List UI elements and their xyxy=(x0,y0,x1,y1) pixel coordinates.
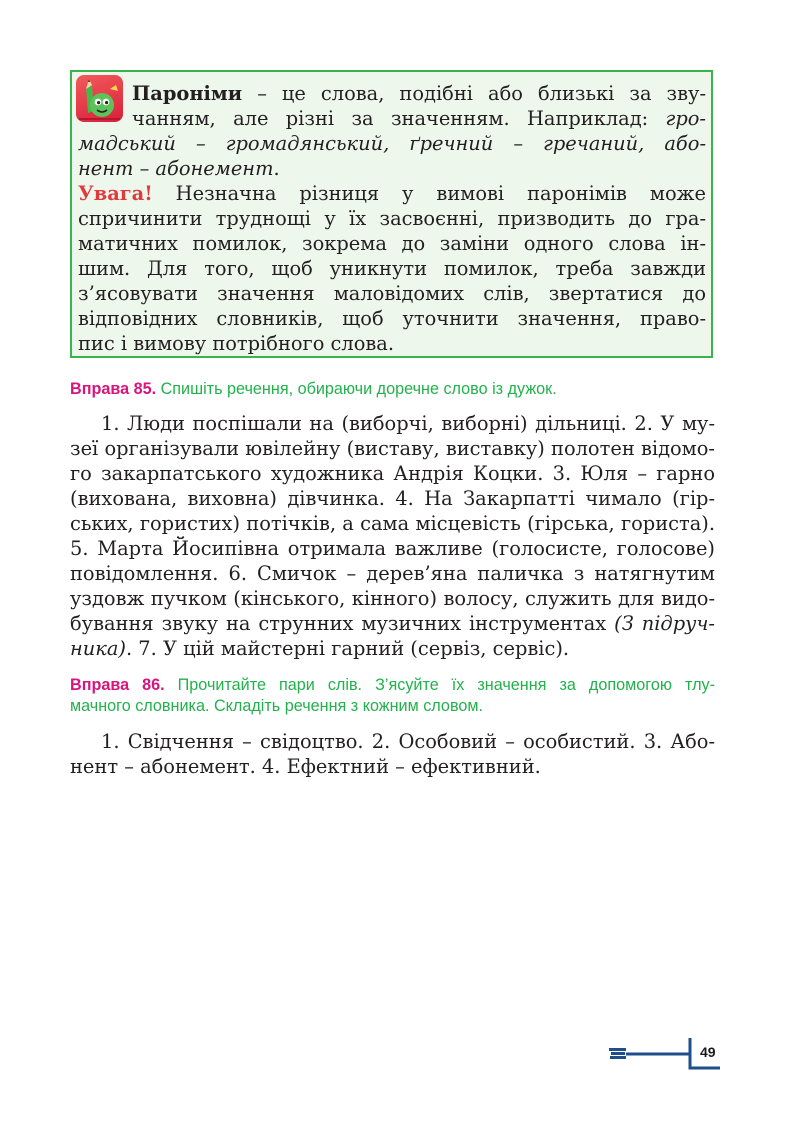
rule-line-1-text: – це слова, подібні або близькі за зву- xyxy=(242,82,706,105)
exercise-86-heading xyxy=(70,675,715,696)
rule-line-6: спричинити труднощі у їх засвоєнні, призводить до гра- xyxy=(78,207,706,230)
exercise-85-instruction: Спишіть речення, обираючи доречне слово із дужок. xyxy=(156,380,557,398)
rule-line-2 xyxy=(132,106,706,131)
exercise-85-line-6: 5. Марта Йосипівна отримала важливе (голосисте, голосове) xyxy=(70,537,715,560)
exercise-86-label: Вправа 86. xyxy=(70,676,165,694)
page-number: 49 xyxy=(700,1044,716,1060)
rule-term: Пароніми xyxy=(132,82,243,105)
rule-line-7: матичних помилок, зокрема до заміни одного слова ін- xyxy=(78,232,706,255)
rule-line-2-text: чанням, але різні за значенням. Наприклад: xyxy=(132,107,666,130)
exercise-86-instruction: Прочитайте пари слів. З’ясуйте їх значення за допомогою тлу- xyxy=(164,676,715,694)
rule-line-5-text: Незначна різниця у вимові паронімів може xyxy=(152,182,706,205)
attention-label: Увага! xyxy=(78,182,153,205)
exercise-85-line-9 xyxy=(70,611,715,636)
rule-line-3: мадський – громадянський, ґречний – гречаний, або- xyxy=(78,132,706,155)
rule-line-11: пис і вимову потрібного слова. xyxy=(78,332,395,355)
exercise-85-heading xyxy=(70,379,557,400)
rule-line-1 xyxy=(132,81,706,106)
pencil-character-icon xyxy=(76,75,123,122)
rule-line-5 xyxy=(78,181,706,206)
rule-line-8: шим. Для того, щоб уникнути помилок, треба завжди xyxy=(78,257,706,280)
exercise-85-line-7: повідомлення. 6. Смичок – дерев’яна паличка з натягнутим xyxy=(70,562,715,585)
rule-line-2-example: гро- xyxy=(665,107,706,130)
exercise-85-source: (З підруч- xyxy=(614,612,715,635)
exercise-85-line-10-text: . 7. У цій майстерні гарний (сервіз, сервіс). xyxy=(125,637,570,660)
exercise-86-line-2: нент – абонемент. 4. Ефектний – ефективний. xyxy=(70,755,541,778)
exercise-85-line-9-text: бування звуку на струнних музичних інструментах xyxy=(70,612,615,635)
exercise-85-line-1: 1. Люди поспішали на (виборчі, виборні) дільниці. 2. У му- xyxy=(101,412,715,435)
exercise-86-instruction-line-2: мачного словника. Складіть речення з кожним словом. xyxy=(70,697,483,715)
exercise-85-source-end: ника) xyxy=(70,637,126,660)
exercise-85-line-8: уздовж пучком (кінського, кінного) волосу, служить для видо- xyxy=(70,587,715,610)
exercise-85-label: Вправа 85. xyxy=(70,380,157,398)
exercise-86-line-1: 1. Свідчення – свідоцтво. 2. Особовий – особистий. 3. Або- xyxy=(101,730,715,753)
rule-line-4-text: . xyxy=(273,157,280,180)
exercise-85-line-4: (вихована, виховна) дівчинка. 4. На Закарпатті чимало (гір- xyxy=(70,487,715,510)
rule-line-4-example: нент – абонемент xyxy=(78,157,274,180)
rule-line-9: з’ясовувати значення маловідомих слів, звертатися до xyxy=(78,282,706,305)
exercise-85-line-3: го закарпатського художника Андрія Коцки. 3. Юля – гарно xyxy=(70,462,715,485)
exercise-85-line-5: ських, гористих) потічків, а сама місцевість (гірська, гориста). xyxy=(70,512,715,535)
exercise-85-line-2: зеї організували ювілейну (виставу, виставку) полотен відомо- xyxy=(70,437,715,460)
exercise-85-line-10 xyxy=(70,636,569,661)
rule-line-10: відповідних словників, щоб уточнити значення, право- xyxy=(78,307,706,330)
rule-line-4 xyxy=(78,156,280,181)
book-stack-icon xyxy=(609,1048,626,1059)
